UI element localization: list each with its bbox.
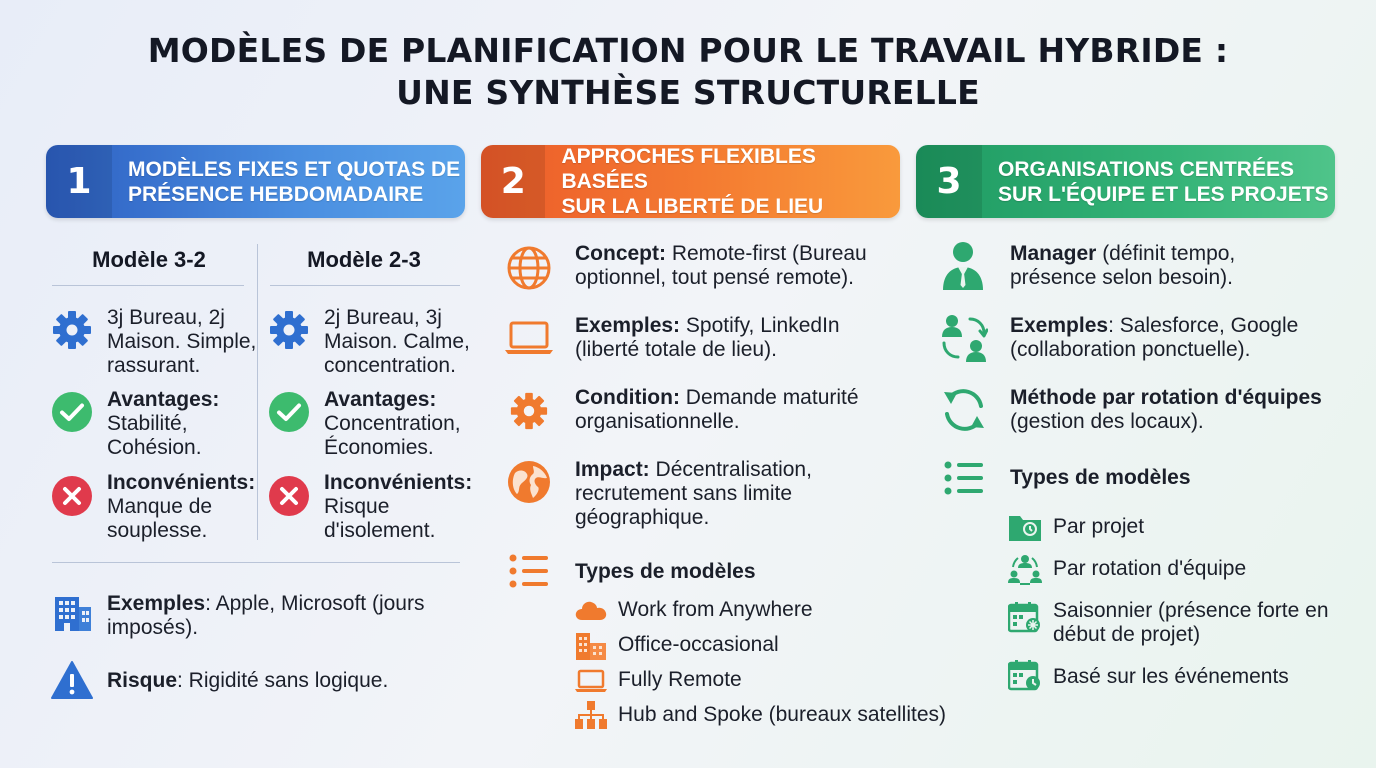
text-line: (gestion des locaux). — [1010, 410, 1204, 433]
section-3-number: 3 — [916, 145, 982, 218]
section-2-title-line-2: SUR LA LIBERTÉ DE LIEU — [561, 195, 824, 218]
manager-item — [1010, 242, 1235, 290]
error-icon — [51, 475, 93, 517]
type-by-team-rotation: Par rotation d'équipe — [1053, 557, 1247, 580]
section-1-banner — [46, 145, 465, 218]
gear-icon — [509, 391, 549, 431]
text-line: recrutement sans limite — [575, 482, 793, 505]
model-2-3-description — [324, 306, 470, 378]
type-seasonal — [1053, 599, 1329, 647]
manager-icon — [941, 240, 985, 292]
concept-item — [575, 242, 867, 290]
laptop-icon — [574, 669, 608, 693]
earth-icon — [506, 459, 552, 505]
section-1-title-line-1: MODÈLES FIXES ET QUOTAS DE — [128, 157, 461, 181]
text-line: 2j Bureau, 3j — [324, 306, 442, 329]
text-line: Stabilité, — [107, 412, 188, 435]
examples-label: Exemples — [1010, 314, 1109, 337]
divider — [52, 285, 244, 286]
cloud-icon — [574, 599, 608, 621]
types-heading-3: Types de modèles — [1010, 466, 1191, 489]
section-3-title-line-1: ORGANISATIONS CENTRÉES — [998, 157, 1294, 181]
laptop-icon — [504, 320, 554, 356]
text-line: (liberté totale de lieu). — [575, 338, 777, 361]
hub-network-icon — [574, 700, 608, 730]
gear-icon — [268, 309, 310, 351]
section-2-banner — [481, 145, 900, 218]
type-by-project: Par projet — [1053, 515, 1145, 538]
type-fully-remote: Fully Remote — [618, 668, 742, 691]
type-hub-and-spoke: Hub and Spoke (bureaux satellites) — [618, 703, 947, 726]
text-line: Saisonnier (présence forte en — [1053, 599, 1329, 622]
title-line-2: UNE SYNTHÈSE STRUCTURELLE — [396, 73, 980, 112]
text-line: Manque de — [107, 495, 213, 518]
advantages-label: Avantages: — [107, 388, 220, 411]
types-heading-2: Types de modèles — [575, 560, 756, 583]
list-icon — [943, 460, 985, 496]
impact-label: Impact: — [575, 458, 650, 481]
section-1-number: 1 — [46, 145, 112, 218]
text-line: organisationnelle. — [575, 410, 740, 433]
model-3-2-description — [107, 306, 256, 378]
model-2-3-heading: Modèle 2-3 — [307, 247, 421, 272]
model-2-3-advantages — [324, 388, 461, 460]
text-line: d'isolement. — [324, 519, 436, 542]
team-rotation-icon — [1008, 553, 1042, 585]
text-line: Maison. Simple, — [107, 330, 257, 353]
section-3-title — [982, 157, 1329, 207]
condition-item — [575, 386, 859, 434]
warning-icon — [51, 660, 93, 700]
rotation-item — [1010, 386, 1322, 434]
section-2-number: 2 — [481, 145, 545, 218]
text-line: Concentration, — [324, 412, 461, 435]
text-line: Maison. Calme, — [324, 330, 470, 353]
globe-icon — [506, 245, 552, 291]
list-icon — [508, 553, 550, 589]
check-icon — [51, 391, 93, 433]
model-3-2-advantages — [107, 388, 219, 460]
text-line: souplesse. — [107, 519, 208, 542]
type-work-from-anywhere: Work from Anywhere — [618, 598, 813, 621]
seasonal-calendar-icon — [1008, 601, 1042, 633]
model-2-3-disadvantages — [324, 471, 472, 543]
title-line-1: MODÈLES DE PLANIFICATION POUR LE TRAVAIL HYBRIDE : — [147, 31, 1229, 70]
text-line: (définit tempo, — [1096, 242, 1236, 265]
text-line: imposés). — [107, 616, 199, 639]
project-folder-icon — [1008, 512, 1042, 542]
risk-label: Risque — [107, 669, 178, 692]
condition-label: Condition: — [575, 386, 680, 409]
section-1-title-line-2: PRÉSENCE HEBDOMADAIRE — [128, 182, 424, 206]
disadvantages-label: Inconvénients: — [324, 471, 473, 494]
check-icon — [268, 391, 310, 433]
manager-label: Manager — [1010, 242, 1097, 265]
examples-label: Exemples: — [575, 314, 681, 337]
column-divider — [257, 244, 258, 540]
section-3-banner — [916, 145, 1335, 218]
text-line: optionnel, tout pensé remote). — [575, 266, 855, 289]
type-office-occasional: Office-occasional — [618, 633, 779, 656]
building-icon — [51, 591, 93, 633]
section-3-title-line-2: SUR L'ÉQUIPE ET LES PROJETS — [998, 182, 1329, 206]
model-3-2-heading: Modèle 3-2 — [92, 247, 206, 272]
text-line: Demande maturité — [679, 386, 859, 409]
gear-icon — [51, 309, 93, 351]
text-line: Remote-first (Bureau — [666, 242, 867, 265]
team-exchange-icon — [940, 313, 988, 363]
text-line: : Salesforce, Google — [1108, 314, 1299, 337]
advantages-label: Avantages: — [324, 388, 437, 411]
examples-item-2 — [575, 314, 840, 362]
event-calendar-icon — [1008, 659, 1042, 691]
examples-section-1 — [107, 592, 424, 640]
text-line: concentration. — [324, 354, 456, 377]
text-line: : Apple, Microsoft (jours — [205, 592, 425, 615]
office-building-icon — [574, 631, 608, 661]
text-line: Spotify, LinkedIn — [680, 314, 840, 337]
rotation-label: Méthode par rotation d'équipes — [1010, 386, 1322, 409]
text-line: : Rigidité sans logique. — [177, 669, 389, 692]
text-line: Économies. — [324, 436, 434, 459]
error-icon — [268, 475, 310, 517]
page-title — [0, 30, 1376, 114]
text-line: rassurant. — [107, 354, 201, 377]
text-line: 3j Bureau, 2j — [107, 306, 225, 329]
concept-label: Concept: — [575, 242, 666, 265]
divider — [52, 562, 460, 563]
model-3-2-disadvantages — [107, 471, 255, 543]
disadvantages-label: Inconvénients: — [107, 471, 256, 494]
text-line: Risque — [324, 495, 390, 518]
examples-item-3 — [1010, 314, 1298, 362]
rotation-icon — [941, 388, 987, 432]
section-2-title — [545, 144, 900, 219]
section-2-title-line-1: APPROCHES FLEXIBLES BASÉES — [561, 145, 816, 193]
type-event-based: Basé sur les événements — [1053, 665, 1289, 688]
text-line: Cohésion. — [107, 436, 202, 459]
divider — [270, 285, 460, 286]
examples-label: Exemples — [107, 592, 206, 615]
text-line: (collaboration ponctuelle). — [1010, 338, 1251, 361]
impact-item — [575, 458, 812, 530]
text-line: Décentralisation, — [649, 458, 812, 481]
text-line: géographique. — [575, 506, 710, 529]
text-line: début de projet) — [1053, 623, 1201, 646]
text-line: présence selon besoin). — [1010, 266, 1233, 289]
section-1-title — [112, 157, 460, 207]
risk-section-1 — [107, 669, 388, 693]
